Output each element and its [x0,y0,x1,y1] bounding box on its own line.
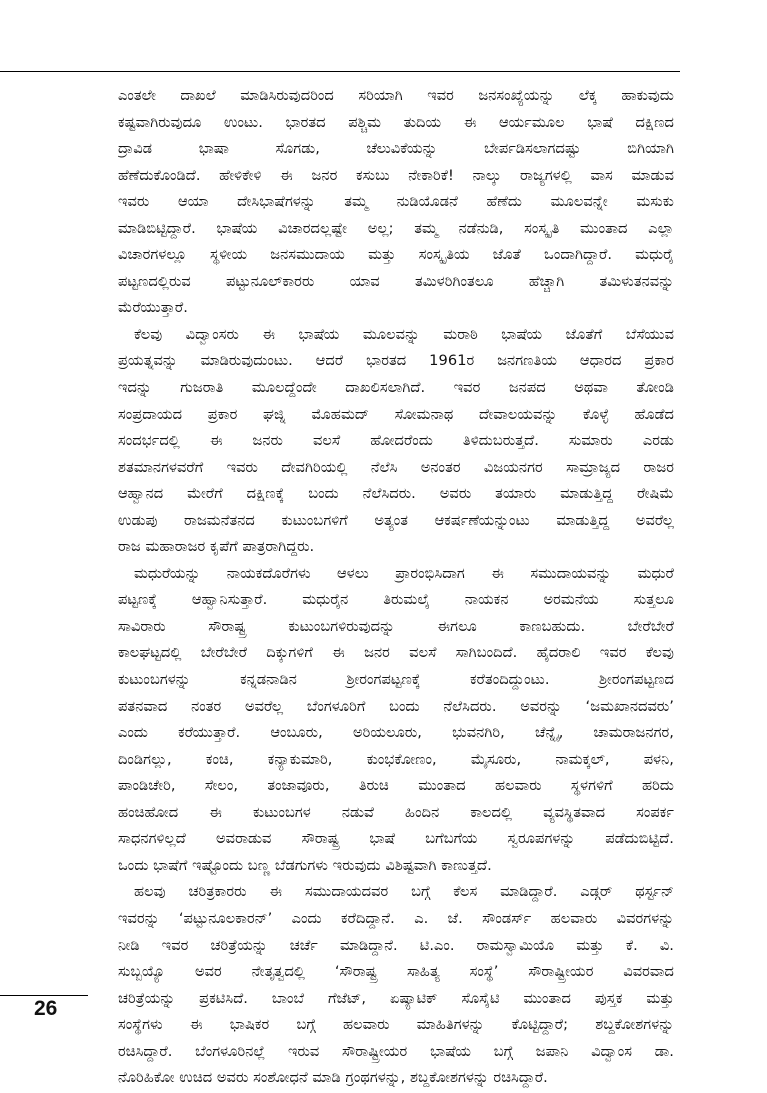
text-line: ಮಧುರೆಯನ್ನು ನಾಯಕದೊರೆಗಳು ಆಳಲು ಪ್ರಾರಂಭಿಸಿದಾಗ ಈ ಸಮುದಾಯವನ್ನು ಮಧುರೆ [134,564,674,582]
paragraph-2 [118,322,674,561]
text-line: ರಚಿಸಿದ್ದಾರೆ. ಬೆಂಗಳೂರಿನಲ್ಲೆ ಇರುವ ಸೌರಾಷ್ಟ್ರೀಯರ ಭಾಷೆಯ ಬಗ್ಗೆ ಜಪಾನಿ ವಿದ್ವಾಂಸ ಡಾ. [118,1042,674,1060]
text-line: ಇವರನ್ನು ‘ಪಟ್ಟುನೂಲಕಾರನ್’ ಎಂದು ಕರೆದಿದ್ದಾನೆ. ಎ. ಜೆ. ಸೌಂಡರ್ಸ್ ಹಲವಾರು ವಿವರಗಳನ್ನು [118,909,674,927]
text-line: ಹಲವು ಚರಿತ್ರಕಾರರು ಈ ಸಮುದಾಯದವರ ಬಗ್ಗೆ ಕೆಲಸ ಮಾಡಿದ್ದಾರೆ. ಎಡ್ಗರ್ ಥರ್ಸ್ಟನ್ [134,883,674,901]
text-line: ಇದನ್ನು ಗುಜರಾತಿ ಮೂಲದ್ದೆಂದೇ ದಾಖಲಿಸಲಾಗಿದೆ. ಇವರ ಜನಪದ ಅಥವಾ ತೋಂಡಿ [118,379,674,397]
paragraph-3 [118,561,674,880]
text-line: ಪಾಂಡಿಚೇರಿ, ಸೇಲಂ, ತಂಜಾವೂರು, ತಿರುಚಿ ಮುಂತಾದ ಹಲವಾರು ಸ್ಥಳಗಳಿಗೆ ಹರಿದು [118,777,674,795]
text-line: ಪ್ರಯತ್ನವನ್ನು ಮಾಡಿರುವುದುಂಟು. ಆದರೆ ಭಾರತದ 1961ರ ಜನಗಣತಿಯ ಆಧಾರದ ಪ್ರಕಾರ [118,352,674,370]
text-line: ಇವರು ಆಯಾ ದೇಸಿಭಾಷೆಗಳನ್ನು ತಮ್ಮ ನುಡಿಯೊಡನೆ ಹೆಣೆದು ಮೂಲವನ್ನೇ ಮಸುಕು [118,193,674,211]
text-line: ಚರಿತ್ರೆಯನ್ನು ಪ್ರಕಟಿಸಿದೆ. ಬಾಂಬೆ ಗೆಜೆಟ್, ಏಷ್ಯಾಟಿಕ್ ಸೊಸೈಟಿ ಮುಂತಾದ ಪುಸ್ತಕ ಮತ್ತು [118,989,674,1007]
header-rule [0,71,680,72]
text-line: ದ್ರಾವಿಡ ಭಾಷಾ ಸೊಗಡು, ಚೆಲುವಿಕೆಯನ್ನು ಬೇರ್ಪಡಿಸಲಾಗದಷ್ಟು ಬಿಗಿಯಾಗಿ [118,140,674,158]
text-line: ಪತನವಾದ ನಂತರ ಅವರೆಲ್ಲ ಬೆಂಗಳೂರಿಗೆ ಬಂದು ನೆಲೆಸಿದರು. ಅವರನ್ನು ‘ಜಮಖಾನದವರು’ [118,697,674,715]
text-line: ಸಾಧನಗಳಿಲ್ಲದೆ ಅವರಾಡುವ ಸೌರಾಷ್ಟ್ರ ಭಾಷೆ ಬಗೆಬಗೆಯ ಸ್ವರೂಪಗಳನ್ನು ಪಡೆದುಬಿಟ್ಟಿದೆ. [118,830,674,848]
text-line: ಸಾವಿರಾರು ಸೌರಾಷ್ಟ್ರ ಕುಟುಂಬಗಳಿರುವುದನ್ನು ಈಗಲೂ ಕಾಣಬಹುದು. ಬೇರೆಬೇರೆ [118,617,674,635]
text-line: ಉಡುಪು ರಾಜಮನೆತನದ ಕುಟುಂಬಗಳಿಗೆ ಅತ್ಯಂತ ಆಕರ್ಷಣೆಯನ್ನುಂಟು ಮಾಡುತ್ತಿದ್ದ ಅವರೆಲ್ಲ [118,511,674,529]
body-text [118,83,674,1092]
text-line: ಕಷ್ಟವಾಗಿರುವುದೂ ಉಂಟು. ಭಾರತದ ಪಶ್ಚಿಮ ತುದಿಯ ಈ ಆರ್ಯಮೂಲ ಭಾಷೆ ದಕ್ಷಿಣದ [118,113,674,131]
text-line: ನೀಡಿ ಇವರ ಚರಿತ್ರೆಯನ್ನು ಚರ್ಚೆ ಮಾಡಿದ್ದಾನೆ. ಟಿ.ಎಂ. ರಾಮಸ್ವಾಮಿಯೊ ಮತ್ತು ಕೆ. ವಿ. [118,936,674,954]
text-line: ಆಹ್ವಾನದ ಮೇರೆಗೆ ದಕ್ಷಿಣಕ್ಕೆ ಬಂದು ನೆಲೆಸಿದರು. ಅವರು ತಯಾರು ಮಾಡುತ್ತಿದ್ದ ರೇಷಿಮೆ [118,485,674,503]
text-line: ವಿಚಾರಗಳಲ್ಲೂ ಸ್ಥಳೀಯ ಜನಸಮುದಾಯ ಮತ್ತು ಸಂಸ್ಕೃತಿಯ ಜೊತೆ ಒಂದಾಗಿದ್ದಾರೆ. ಮಧುರೈ [118,246,674,264]
text-line: ಹಂಚಿಹೋದ ಈ ಕುಟುಂಬಗಳ ನಡುವೆ ಹಿಂದಿನ ಕಾಲದಲ್ಲಿ ವ್ಯವಸ್ಥಿತವಾದ ಸಂಪರ್ಕ [118,803,674,821]
page-number: 26 [34,997,58,1020]
text-line: ಶತಮಾನಗಳವರೆಗೆ ಇವರು ದೇವಗಿರಿಯಲ್ಲಿ ನೆಲೆಸಿ ಅನಂತರ ವಿಜಯನಗರ ಸಾಮ್ರಾಜ್ಯದ ರಾಜರ [118,458,674,476]
text-line: ಹೆಣೆದುಕೊಂಡಿದೆ. ಹೇಳಿಕೇಳಿ ಈ ಜನರ ಕಸುಬು ನೇಕಾರಿಕೆ! ನಾಲ್ಕು ರಾಜ್ಯಗಳಲ್ಲಿ ವಾಸ ಮಾಡುವ [118,166,674,184]
text-line: ಕಾಲಘಟ್ಟದಲ್ಲಿ ಬೇರೆಬೇರೆ ದಿಕ್ಕುಗಳಿಗೆ ಈ ಜನರ ವಲಸೆ ಸಾಗಿಬಂದಿದೆ. ಹೈದರಾಲಿ ಇವರ ಕೆಲವು [118,644,674,662]
text-line: ಸಂಸ್ಥೆಗಳು ಈ ಭಾಷಿಕರ ಬಗ್ಗೆ ಹಲವಾರು ಮಾಹಿತಿಗಳನ್ನು ಕೊಟ್ಟಿದ್ದಾರೆ; ಶಬ್ದಕೋಶಗಳನ್ನು [118,1016,674,1034]
text-line: ಕುಟುಂಬಗಳನ್ನು ಕನ್ನಡನಾಡಿನ ಶ್ರೀರಂಗಪಟ್ಟಣಕ್ಕೆ ಕರೆತಂದಿದ್ದುಂಟು. ಶ್ರೀರಂಗಪಟ್ಟಣದ [118,671,674,689]
text-line: ಸುಬ್ಬಯ್ಯೊ ಅವರ ನೇತೃತ್ವದಲ್ಲಿ ‘ಸೌರಾಷ್ಟ್ರ ಸಾಹಿತ್ಯ ಸಂಸ್ಥೆ’ ಸೌರಾಷ್ಟ್ರೀಯರ ವಿವರವಾದ [118,963,674,981]
paragraph-1 [118,83,674,322]
text-line: ಸಂಪ್ರದಾಯದ ಪ್ರಕಾರ ಘಜ್ನಿ ಮೊಹಮದ್ ಸೋಮನಾಥ ದೇವಾಲಯವನ್ನು ಕೊಳ್ಳೆ ಹೊಡೆದ [118,405,674,423]
text-line: ದಿಂಡಿಗಲ್ಲು, ಕಂಚಿ, ಕನ್ಯಾಕುಮಾರಿ, ಕುಂಭಕೋಣಂ, ಮೈಸೂರು, ನಾಮಕ್ಕಲ್, ಪಳನಿ, [118,750,674,768]
text-line: ಎಂದು ಕರೆಯುತ್ತಾರೆ. ಆಂಬೂರು, ಅರಿಯಲೂರು, ಭುವನಗಿರಿ, ಚೆನ್ನೈ, ಚಾಮರಾಜನಗರ, [118,724,674,742]
text-line: ನೊರಿಹಿಕೋ ಉಚಿದ ಅವರು ಸಂಶೋಧನೆ ಮಾಡಿ ಗ್ರಂಥಗಳನ್ನು, ಶಬ್ದಕೋಶಗಳನ್ನು ರಚಿಸಿದ್ದಾರೆ. [118,1069,548,1087]
paragraph-4 [118,879,674,1091]
text-line: ಮೆರೆಯುತ್ತಾರೆ. [118,299,188,317]
text-line: ಎಂತಲೇ ದಾಖಲೆ ಮಾಡಿಸಿರುವುದರಿಂದ ಸರಿಯಾಗಿ ಇವರ ಜನಸಂಖ್ಯೆಯನ್ನು ಲೆಕ್ಕ ಹಾಕುವುದು [118,87,674,104]
text-line: ಪಟ್ಟಣಕ್ಕೆ ಆಹ್ವಾನಿಸುತ್ತಾರೆ. ಮಧುರೈನ ತಿರುಮಲೈ ನಾಯಕನ ಅರಮನೆಯ ಸುತ್ತಲೂ [118,591,674,609]
text-line: ರಾಜ ಮಹಾರಾಜರ ಕೃಪೆಗೆ ಪಾತ್ರರಾಗಿದ್ದರು. [118,538,315,556]
text-line: ಸಂದರ್ಭದಲ್ಲಿ ಈ ಜನರು ವಲಸೆ ಹೋದರೆಂದು ತಿಳಿದುಬರುತ್ತದೆ. ಸುಮಾರು ಎರಡು [118,432,674,450]
text-line: ಒಂದು ಭಾಷೆಗೆ ಇಷ್ಟೊಂದು ಬಣ್ಣ ಬೆಡಗುಗಳು ಇರುವುದು ವಿಶಿಷ್ಟವಾಗಿ ಕಾಣುತ್ತದೆ. [118,856,492,874]
text-line: ಮಾಡಿಬಿಟ್ಟಿದ್ದಾರೆ. ಭಾಷೆಯ ವಿಚಾರದಲ್ಲಷ್ಟೇ ಅಲ್ಲ; ತಮ್ಮ ನಡೆನುಡಿ, ಸಂಸ್ಕೃತಿ ಮುಂತಾದ ಎಲ್ಲಾ [118,219,674,237]
text-line: ಕೆಲವು ವಿದ್ವಾಂಸರು ಈ ಭಾಷೆಯ ಮೂಲವನ್ನು ಮರಾಠಿ ಭಾಷೆಯ ಜೊತೆಗೆ ಬೆಸೆಯುವ [134,325,674,343]
text-line: ಪಟ್ಟಣದಲ್ಲಿರುವ ಪಟ್ಟುನೂಲ್‌ಕಾರರು ಯಾವ ತಮಿಳರಿಗಿಂತಲೂ ಹೆಚ್ಚಾಗಿ ತಮಿಳುತನವನ್ನು [118,272,674,290]
